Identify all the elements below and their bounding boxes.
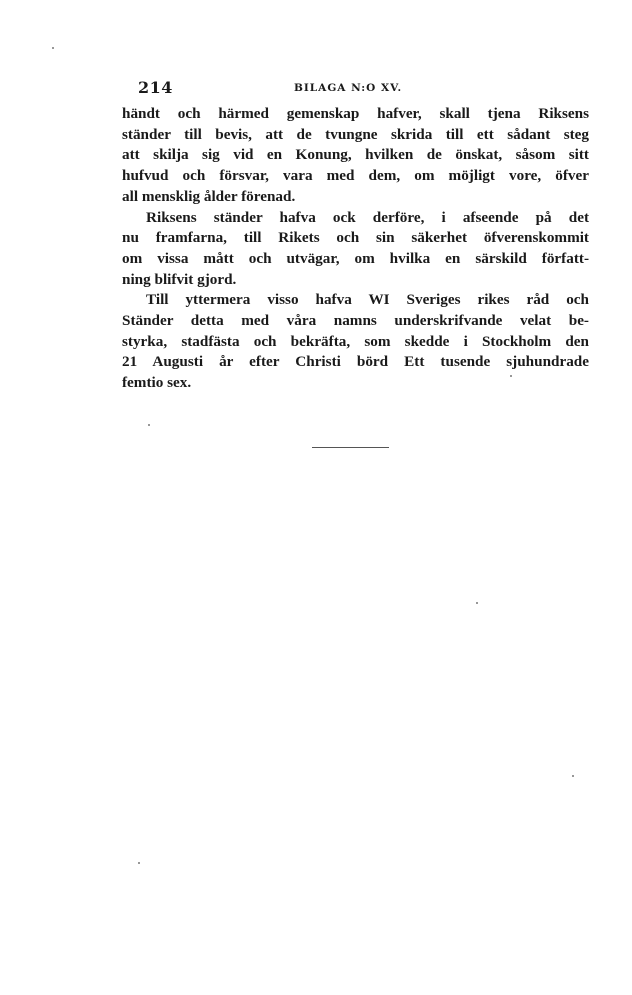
text-line: att skilja sig vid en Konung, hvilken de önskat, såsom sitt bbox=[122, 146, 589, 164]
paragraph-2 bbox=[122, 208, 589, 291]
text-line: 21 Augusti år efter Christi börd Ett tusende sjuhundrade bbox=[122, 353, 589, 371]
scan-speck bbox=[52, 47, 54, 49]
text-line: all mensklig ålder förenad. bbox=[122, 187, 296, 205]
text-line: händt och härmed gemenskap hafver, skall tjena Riksens bbox=[122, 105, 589, 122]
scan-speck bbox=[138, 862, 140, 864]
text-line: Riksens ständer hafva ock derföre, i afseende på det bbox=[146, 208, 589, 226]
text-line: Till yttermera visso hafva WI Sveriges rikes råd och bbox=[146, 291, 589, 309]
text-line: styrka, stadfästa och bekräfta, som skedde i Stockholm den bbox=[122, 332, 589, 350]
text-line: hufvud och försvar, vara med dem, om möjligt vore, öfver bbox=[122, 167, 589, 185]
scan-speck bbox=[476, 602, 478, 604]
text-line: femtio sex. bbox=[122, 374, 192, 392]
scan-speck bbox=[510, 375, 512, 377]
paragraph-3 bbox=[122, 290, 589, 394]
text-line: Ständer detta med våra namns underskrifvande velat be- bbox=[122, 312, 589, 330]
body-text bbox=[122, 104, 589, 394]
text-line: om vissa mått och utvägar, om hvilka en särskild författ- bbox=[122, 249, 589, 267]
text-line: nu framfarna, till Rikets och sin säkerhet öfverenskommit bbox=[122, 229, 589, 247]
page-number: 214 bbox=[138, 78, 173, 97]
text-line: ständer till bevis, att de tvungne skrida till ett sådant steg bbox=[122, 125, 589, 143]
running-head bbox=[138, 78, 590, 98]
paragraph-1 bbox=[122, 104, 589, 208]
scan-speck bbox=[148, 424, 150, 426]
scan-speck bbox=[572, 775, 574, 777]
section-title: BILAGA N:O XV. bbox=[294, 82, 403, 94]
text-line: ning blifvit gjord. bbox=[122, 270, 237, 288]
end-rule bbox=[312, 447, 389, 448]
